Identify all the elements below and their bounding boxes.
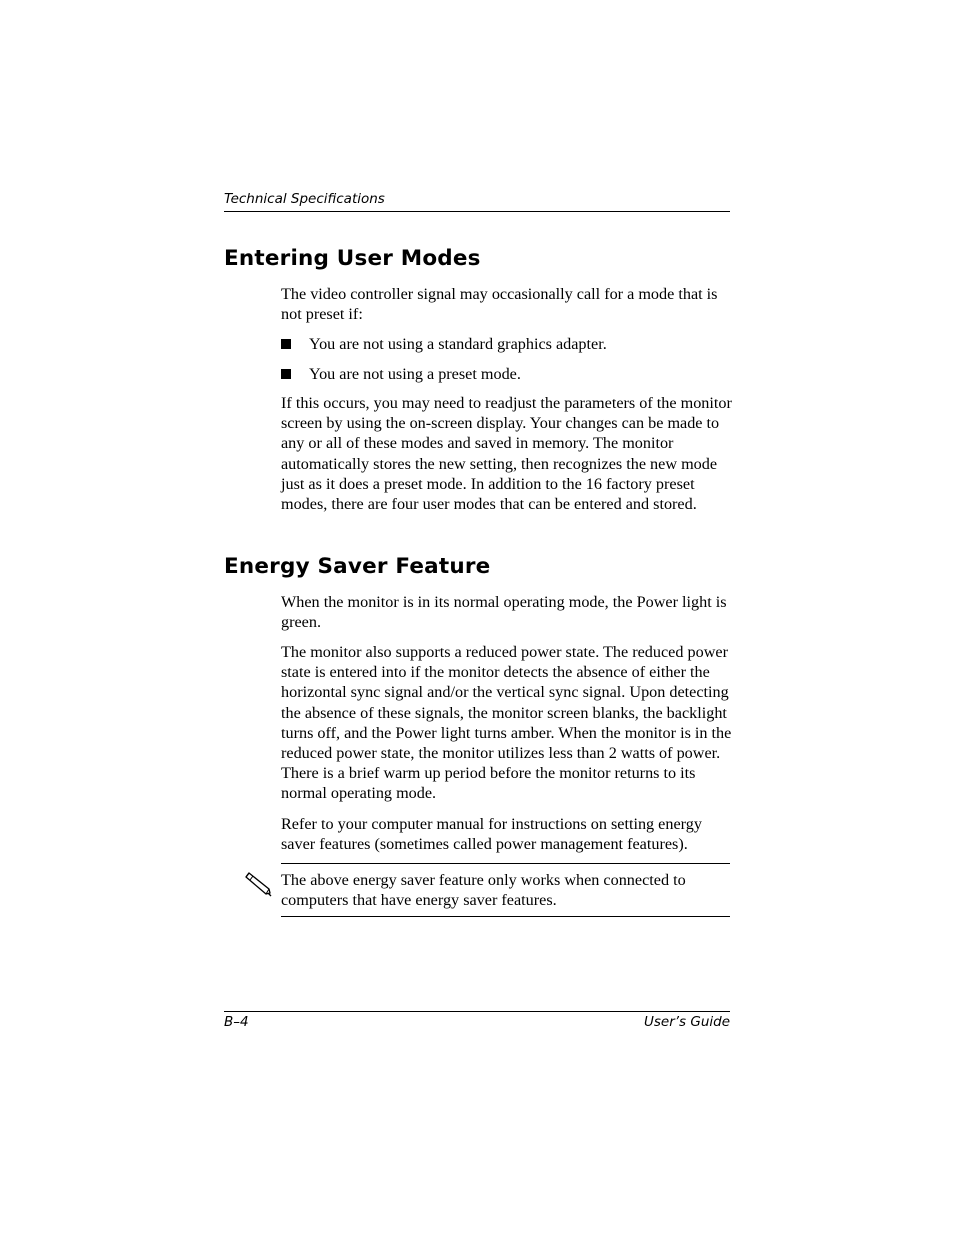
body-paragraph: The monitor also supports a reduced power state. The reduced power state is entered into if the monitor detects the absence of either the horizontal sync signal and/or the vertical sync signal. Upon detecting the absence of these signals, the monitor screen blanks, the backlight turns off, and the Power light turns amber. When the monitor is in the reduced power state, the monitor utilizes less than 2 watts of power. There is a brief warm up period before the monitor returns to its normal operating mode. <box>281 643 732 803</box>
running-header: Technical Specifications <box>224 191 385 207</box>
note-top-rule <box>281 863 730 864</box>
intro-paragraph: The video controller signal may occasionally call for a mode that is not preset if: <box>281 285 718 324</box>
header-rule <box>224 211 730 212</box>
square-bullet-icon <box>281 339 291 349</box>
bullet-item <box>281 334 733 354</box>
pencil-note-icon <box>241 872 275 900</box>
section-heading-entering-user-modes: Entering User Modes <box>224 246 481 271</box>
body-paragraph: If this occurs, you may need to readjust the parameters of the monitor screen by using the on-screen display. Your changes can be made to any or all of these modes and saved in memory. The monitor automatically stores the new setting, then recognizes the new mode just as it does a preset mode. In addition to the 16 factory preset modes, there are four user modes that can be entered and stored. <box>281 394 732 514</box>
bullet-item <box>281 364 733 384</box>
book-title: User’s Guide <box>643 1014 730 1030</box>
square-bullet-icon <box>281 369 291 379</box>
page-number: B–4 <box>224 1014 249 1030</box>
note-text: The above energy saver feature only works when connected to computers that have energy saver features. <box>281 871 686 910</box>
note-bottom-rule <box>281 916 730 917</box>
bullet-text: You are not using a preset mode. <box>309 365 521 383</box>
section-heading-energy-saver-feature: Energy Saver Feature <box>224 554 491 579</box>
footer-rule <box>224 1011 730 1012</box>
body-paragraph: Refer to your computer manual for instructions on setting energy saver features (sometimes called power management features). <box>281 815 702 854</box>
bullet-text: You are not using a standard graphics adapter. <box>309 335 607 353</box>
body-paragraph: When the monitor is in its normal operating mode, the Power light is green. <box>281 593 727 632</box>
